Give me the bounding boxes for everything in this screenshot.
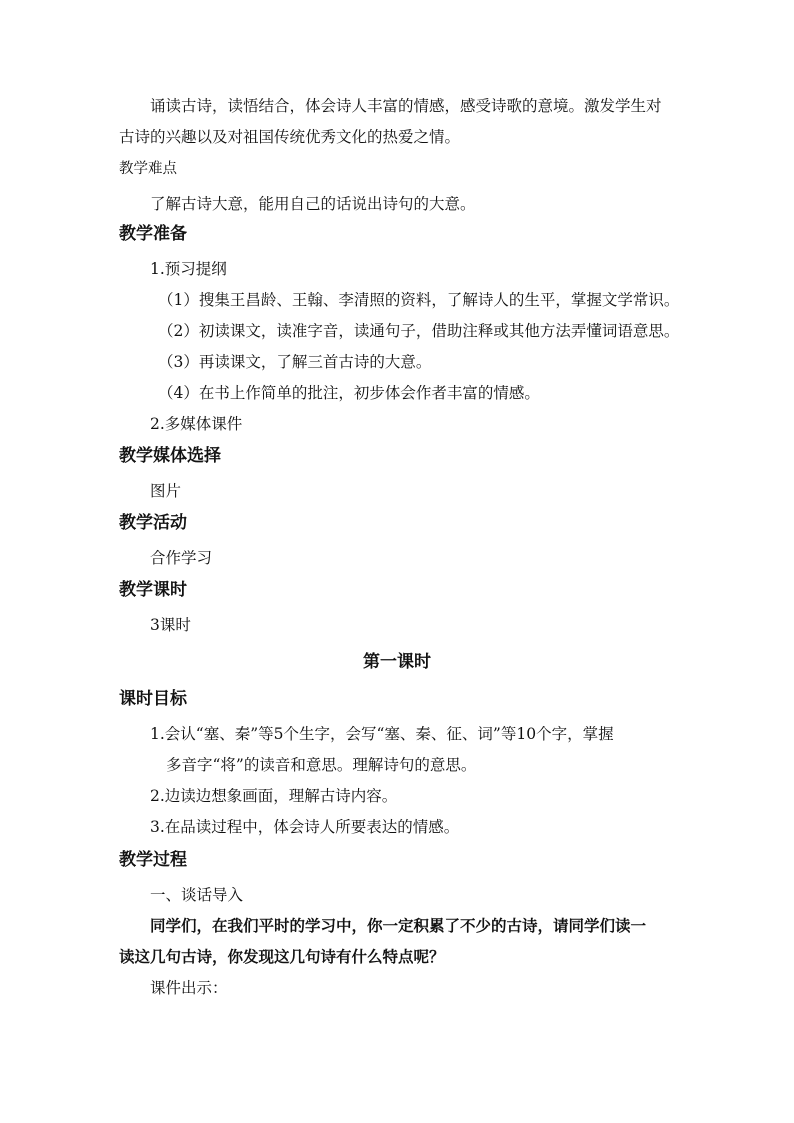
goal-paragraph-line-2: 古诗的兴趣以及对祖国传统优秀文化的热爱之情。 [119,128,461,146]
process-paragraph-line-2: 读这几句古诗，你发现这几句诗有什么特点呢？ [119,947,445,966]
objective-heading: 课时目标 [119,689,187,709]
difficulty-label: 教学难点 [119,161,177,177]
activity-heading: 教学活动 [119,513,187,533]
prep-sub-1: （1）搜集王昌龄、王翰、李清照的资料，了解诗人的生平，掌握文学常识。 [158,291,680,309]
media-text: 图片 [150,482,182,500]
difficulty-text: 了解古诗大意，能用自己的话说出诗句的大意。 [150,195,476,213]
objective-3: 3.在品读过程中，体会诗人所要表达的情感。 [150,818,460,836]
prep-item-2: 2.多媒体课件 [150,415,243,433]
process-step-1: 一、谈话导入 [150,886,244,904]
hours-heading: 教学课时 [119,580,187,600]
lesson-title: 第一课时 [363,652,431,672]
process-heading: 教学过程 [119,850,187,870]
process-paragraph-line-1: 同学们，在我们平时的学习中，你一定积累了不少的古诗，请同学们读一 [150,916,647,935]
objective-2: 2.边读边想象画面，理解古诗内容。 [150,787,398,805]
prep-sub-4: （4）在书上作简单的批注，初步体会作者丰富的情感。 [158,384,540,402]
objective-1-line-2: 多音字“将”的读音和意思。理解诗句的意思。 [166,756,477,774]
objective-1-line-1: 1.会认“塞、秦”等5个生字，会写“塞、秦、征、词”等10个字，掌握 [150,725,614,743]
prep-heading: 教学准备 [119,224,187,244]
courseware-label: 课件出示： [150,979,228,997]
goal-paragraph-line-1: 诵读古诗，读悟结合，体会诗人丰富的情感，感受诗歌的意境。激发学生对 [150,97,662,115]
activity-text: 合作学习 [150,549,213,567]
prep-sub-3: （3）再读课文，了解三首古诗的大意。 [158,353,432,371]
prep-sub-2: （2）初读课文，读准字音，读通句子，借助注释或其他方法弄懂词语意思。 [158,322,680,340]
hours-text: 3课时 [150,616,191,634]
media-heading: 教学媒体选择 [119,446,221,466]
prep-item-1: 1.预习提纲 [150,260,227,278]
